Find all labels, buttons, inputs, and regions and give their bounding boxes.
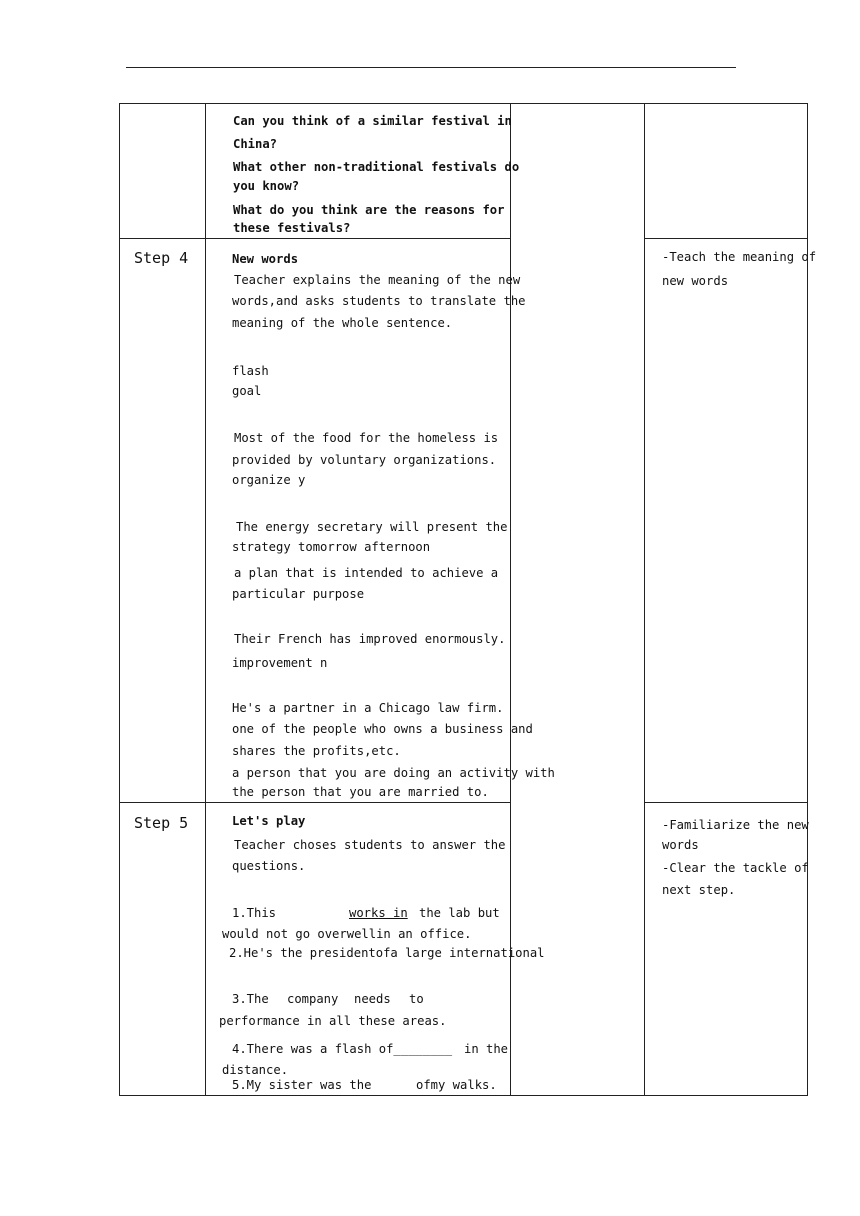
word-goal: goal [232, 384, 262, 398]
sentence-2-line-1: The energy secretary will present the [236, 520, 508, 534]
step-5-intro-line-1: Teacher choses students to answer the [234, 838, 506, 852]
step-5-intro-line-2: questions. [232, 859, 306, 873]
exercise-4-start: 4.There was a flash of________ [232, 1042, 453, 1056]
sentence-1-line-1: Most of the food for the homeless is [234, 431, 499, 445]
lets-play-heading: Let's play [232, 814, 306, 828]
step-4-intro-line-2: words,and asks students to translate the [232, 294, 526, 308]
word-flash: flash [232, 364, 269, 378]
exercise-3-word-1: 3.The [232, 992, 269, 1006]
exercise-4-end: in the [464, 1042, 509, 1056]
question-3-line-1: What do you think are the reasons for [233, 203, 505, 217]
sentence-2-line-4: particular purpose [232, 587, 365, 601]
sentence-1-line-2: provided by voluntary organizations. [232, 453, 497, 467]
col-line-4 [644, 103, 645, 1095]
step-4-intro-line-1: Teacher explains the meaning of the new [234, 273, 521, 287]
table-top-border [119, 103, 808, 104]
step-5-aim-line-4: next step. [662, 883, 736, 897]
exercise-4-line-2: distance. [222, 1063, 289, 1077]
sentence-2-line-2: strategy tomorrow afternoon [232, 540, 431, 554]
sentence-4-line-1: He's a partner in a Chicago law firm. [232, 701, 504, 715]
col-line-2 [205, 103, 206, 1095]
sentence-4-line-3: shares the profits,etc. [232, 744, 401, 758]
step-5-aim-line-3: -Clear the tackle of [662, 861, 809, 875]
exercise-2: 2.He's the presidentofa large international [229, 946, 545, 960]
table-bottom-border [119, 1095, 808, 1096]
exercise-3-word-4: to [409, 992, 424, 1006]
question-3-line-2: these festivals? [233, 221, 351, 235]
question-1-line-1: Can you think of a similar festival in [233, 114, 512, 128]
new-words-heading: New words [232, 252, 299, 266]
sentence-1-line-3: organize y [232, 473, 306, 487]
header-rule [126, 67, 736, 68]
sentence-2-line-3: a plan that is intended to achieve a [234, 566, 499, 580]
exercise-3-line-2: performance in all these areas. [219, 1014, 447, 1028]
exercise-1-start: 1.This [232, 906, 277, 920]
sentence-3-line-2: improvement n [232, 656, 328, 670]
step-5-label: Step 5 [134, 814, 189, 832]
question-1-line-2: China? [233, 137, 278, 151]
question-2-line-2: you know? [233, 179, 300, 193]
exercise-1-end: the lab but [419, 906, 500, 920]
step-5-aim-line-1: -Familiarize the new [662, 818, 809, 832]
sentence-4-line-5: the person that you are married to. [232, 785, 489, 799]
step-4-intro-line-3: meaning of the whole sentence. [232, 316, 453, 330]
sentence-4-line-4: a person that you are doing an activity with [232, 766, 555, 780]
row-divider-1-right [644, 238, 808, 239]
step-5-aim-line-2: words [662, 838, 699, 852]
step-4-label: Step 4 [134, 249, 189, 267]
exercise-1-answer: works in [349, 906, 408, 920]
question-2-line-1: What other non-traditional festivals do [233, 160, 520, 174]
exercise-3-word-2: company [287, 992, 339, 1006]
exercise-3-word-3: needs [354, 992, 391, 1006]
sentence-4-line-2: one of the people who owns a business and [232, 722, 533, 736]
step-4-aim-line-1: -Teach the meaning of [662, 250, 817, 264]
row-divider-2-right [644, 802, 808, 803]
col-line-1 [119, 103, 120, 1095]
row-divider-1-left [119, 238, 511, 239]
step-4-aim-line-2: new words [662, 274, 729, 288]
row-divider-2-left [119, 802, 511, 803]
exercise-5-start: 5.My sister was the [232, 1078, 372, 1092]
exercise-1-line-2: would not go overwellin an office. [222, 927, 472, 941]
sentence-3-line-1: Their French has improved enormously. [234, 632, 506, 646]
exercise-5-end: ofmy walks. [416, 1078, 497, 1092]
